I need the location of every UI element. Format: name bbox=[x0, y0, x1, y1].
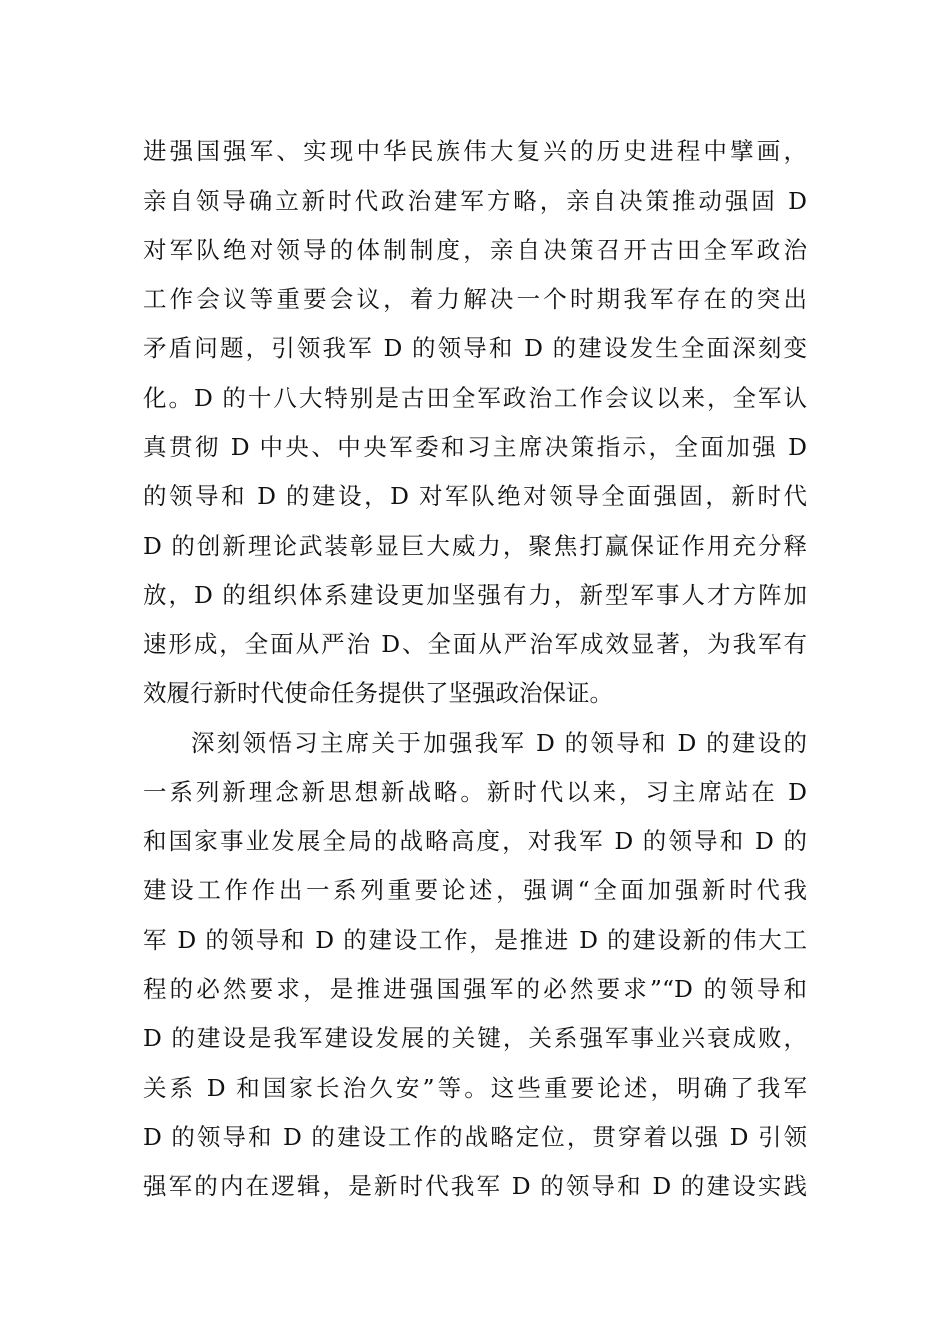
text-line: 效履行新时代使命任务提供了坚强政治保证。 bbox=[143, 679, 613, 707]
text-line: 矛盾问题，引领我军 D 的领导和 D 的建设发生全面深刻变 bbox=[143, 334, 807, 362]
text-line: 强军的内在逻辑，是新时代我军 D 的领导和 D 的建设实践 bbox=[143, 1172, 807, 1200]
text-line: 真贯彻 D 中央、中央军委和习主席决策指示，全面加强 D bbox=[143, 433, 807, 461]
paragraph-first-line: 深刻领悟习主席关于加强我军 D 的领导和 D 的建设的 bbox=[191, 729, 807, 757]
text-line: 放，D 的组织体系建设更加坚强有力，新型军事人才方阵加 bbox=[143, 581, 807, 609]
text-line: 化。D 的十八大特别是古田全军政治工作会议以来，全军认 bbox=[143, 384, 807, 412]
text-line: D 的领导和 D 的建设工作的战略定位，贯穿着以强 D 引领 bbox=[143, 1123, 807, 1151]
text-line: 和国家事业发展全局的战略高度，对我军 D 的领导和 D 的 bbox=[143, 827, 807, 855]
text-line: 亲自领导确立新时代政治建军方略，亲自决策推动强固 D bbox=[143, 187, 807, 215]
text-line: 工作会议等重要会议，着力解决一个时期我军存在的突出 bbox=[143, 285, 807, 313]
text-line: 一系列新理念新思想新战略。新时代以来，习主席站在 D bbox=[143, 778, 807, 806]
text-line: D 的建设是我军建设发展的关键，关系强军事业兴衰成败， bbox=[143, 1024, 807, 1052]
text-line: 建设工作作出一系列重要论述，强调“全面加强新时代我 bbox=[143, 876, 807, 904]
text-line: 进强国强军、实现中华民族伟大复兴的历史进程中擘画， bbox=[143, 137, 807, 165]
text-line: 军 D 的领导和 D 的建设工作，是推进 D 的建设新的伟大工 bbox=[143, 926, 807, 954]
text-line: 速形成，全面从严治 D、全面从严治军成效显著，为我军有 bbox=[143, 630, 807, 658]
text-line: 对军队绝对领导的体制制度，亲自决策召开古田全军政治 bbox=[143, 236, 807, 264]
text-line: 程的必然要求，是推进强国强军的必然要求”“D 的领导和 bbox=[143, 975, 807, 1003]
text-line: 的领导和 D 的建设，D 对军队绝对领导全面强固，新时代 bbox=[143, 482, 807, 510]
text-line: D 的创新理论武装彰显巨大威力，聚焦打赢保证作用充分释 bbox=[143, 532, 807, 560]
text-line: 关系 D 和国家长治久安”等。这些重要论述，明确了我军 bbox=[143, 1074, 807, 1102]
